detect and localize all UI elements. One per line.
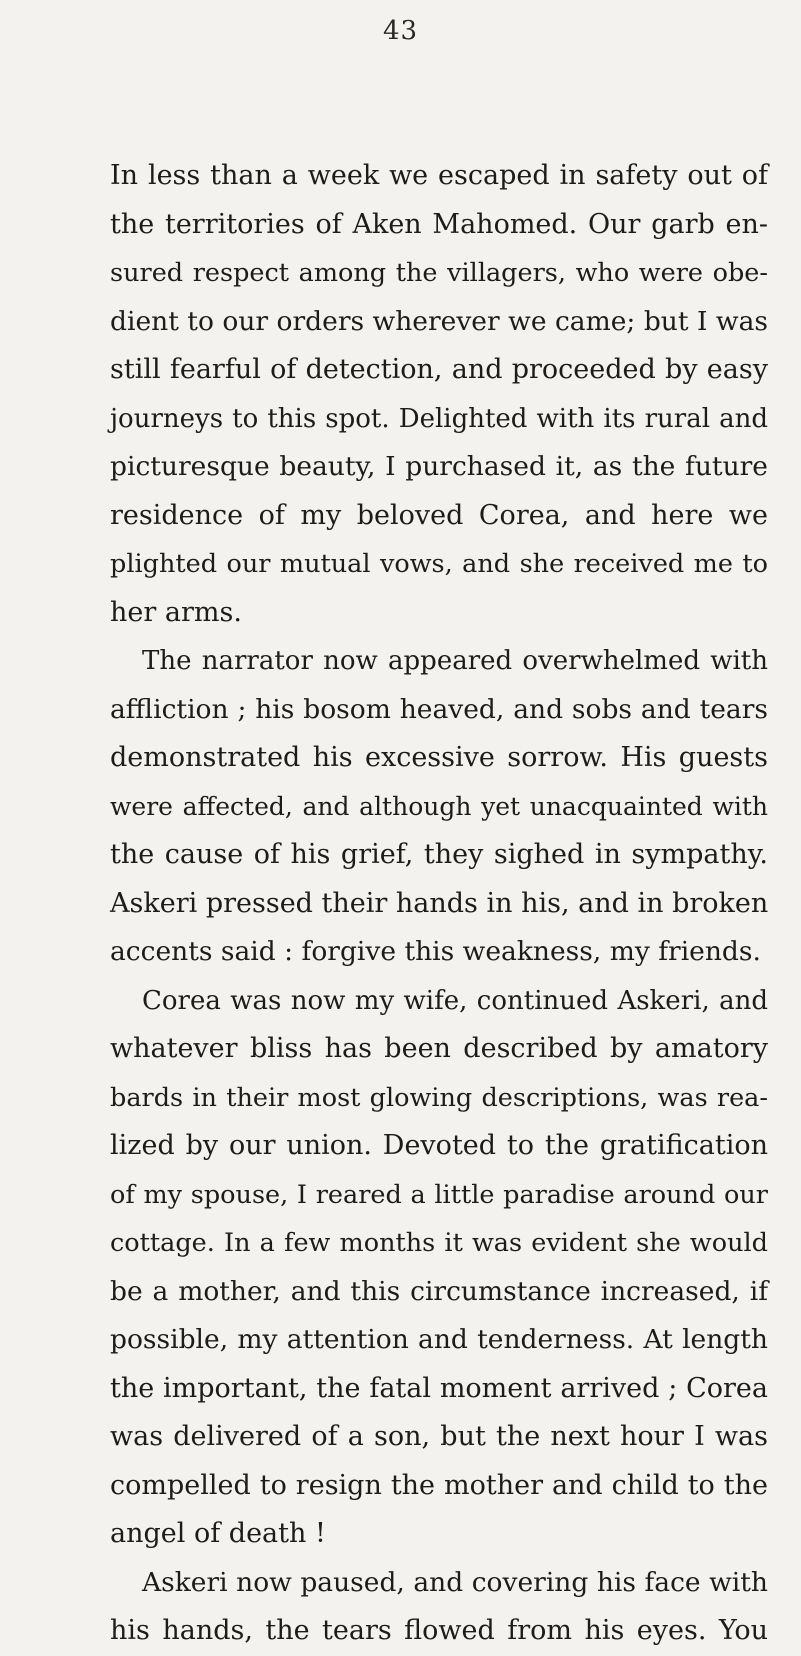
text-line: compelled to resign the mother and child to the [110, 1469, 768, 1501]
text-line: of my spouse, I reared a little paradise around our [110, 1179, 768, 1210]
text-line: were affected, and although yet unacquainted with [110, 791, 768, 821]
page-number: 43 [382, 16, 419, 46]
text-line: Askeri pressed their hands in his, and in broken [110, 887, 769, 919]
text-line: was delivered of a son, but the next hour I was [110, 1421, 768, 1452]
text-line: dient to our orders wherever we came; but I was [110, 305, 768, 337]
text-line: plighted our mutual vows, and she received me to [110, 549, 768, 579]
text-line: Askeri now paused, and covering his face with [142, 1566, 768, 1598]
text-line: bards in their most glowing descriptions, was rea- [110, 1082, 768, 1113]
text-line: cottage. In a few months it was evident she would [110, 1228, 768, 1258]
text-line: angel of death ! [110, 1518, 326, 1549]
text-line: the cause of his grief, they sighed in sympathy. [110, 839, 768, 870]
text-line: residence of my beloved Corea, and here we [110, 499, 768, 531]
text-line: demonstrated his excessive sorrow. His guests [110, 742, 768, 773]
text-line: her arms. [110, 596, 242, 628]
text-line: The narrator now appeared overwhelmed with [142, 646, 768, 676]
text-line: Corea was now my wife, continued Askeri, and [142, 985, 768, 1016]
text-line: affliction ; his bosom heaved, and sobs and tears [110, 693, 768, 725]
text-line: his hands, the tears flowed from his eyes. You [110, 1615, 768, 1646]
text-line: still fearful of detection, and proceeded by easy [110, 354, 768, 385]
text-line: In less than a week we escaped in safety out of [110, 160, 768, 191]
text-line: sured respect among the villagers, who were obe- [110, 258, 768, 288]
text-line: lized by our union. Devoted to the gratification [110, 1130, 768, 1161]
text-line: accents said : forgive this weakness, my friends. [110, 936, 761, 967]
text-line: possible, my attention and tenderness. At length [110, 1324, 768, 1355]
text-line: be a mother, and this circumstance increased, if [110, 1275, 768, 1307]
body-text [110, 152, 768, 1656]
text-line: journeys to this spot. Delighted with its rural and [110, 403, 768, 434]
text-line: the territories of Aken Mahomed. Our garb en- [110, 208, 768, 240]
text-line: the important, the fatal moment arrived ; Corea [110, 1372, 768, 1404]
text-line: whatever bliss has been described by amatory [110, 1033, 768, 1064]
text-line: picturesque beauty, I purchased it, as the future [110, 451, 768, 482]
